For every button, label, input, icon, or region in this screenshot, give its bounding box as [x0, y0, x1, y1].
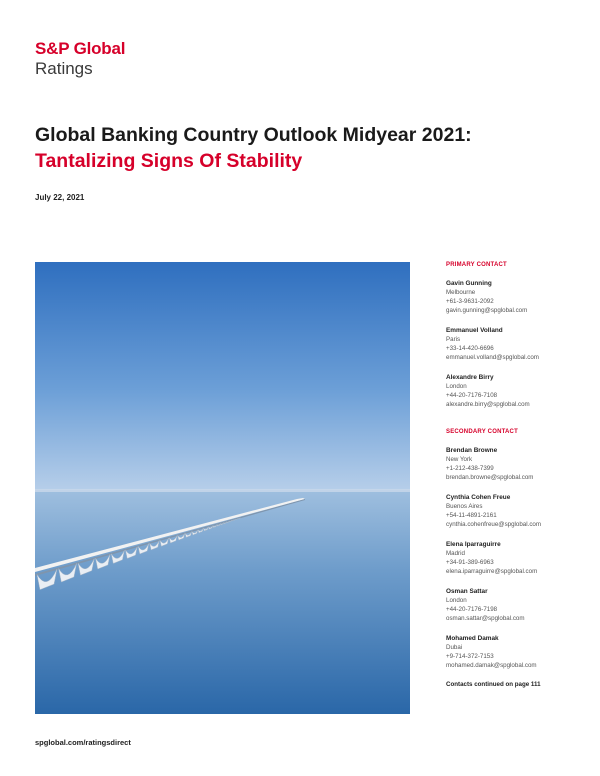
contact-phone: +54-11-4891-2161 [446, 512, 497, 519]
contact-phone: +44-20-7176-7108 [446, 392, 498, 399]
contact-city: Dubai [446, 644, 463, 651]
contact-phone: +33-14-420-6696 [446, 345, 494, 352]
contact-card [446, 493, 586, 529]
contact-email[interactable]: gavin.gunning@spglobal.com [446, 307, 528, 314]
contact-email[interactable]: brendan.browne@spglobal.com [446, 474, 534, 481]
contact-email[interactable]: elena.iparraguirre@spglobal.com [446, 568, 538, 575]
contact-phone: +61-3-9631-2092 [446, 298, 494, 305]
brand-logo [35, 40, 125, 77]
contact-name: Alexandre Birry [446, 374, 494, 381]
contacts-sidebar [446, 262, 586, 688]
contact-name: Mohamed Damak [446, 635, 499, 642]
contact-card [446, 446, 586, 482]
contact-email[interactable]: emmanuel.volland@spglobal.com [446, 354, 539, 361]
contact-phone: +1-212-438-7399 [446, 465, 494, 472]
contact-name: Cynthia Cohen Freue [446, 494, 511, 501]
report-title [35, 122, 575, 174]
contact-city: Paris [446, 336, 461, 343]
bridge-over-sea-photo [35, 262, 410, 714]
contact-email[interactable]: osman.sattar@spglobal.com [446, 615, 525, 622]
contact-city: Madrid [446, 550, 465, 557]
brand-name: S&P Global [35, 39, 126, 58]
contact-card [446, 634, 586, 670]
contact-email[interactable]: mohamed.damak@spglobal.com [446, 662, 537, 669]
contact-phone: +34-91-389-6963 [446, 559, 494, 566]
contact-city: Buenos Aires [446, 503, 483, 510]
contact-email[interactable]: alexandre.birry@spglobal.com [446, 401, 530, 408]
contact-name: Brendan Browne [446, 447, 498, 454]
secondary-contact-heading: SECONDARY CONTACT [446, 429, 518, 435]
contact-card [446, 587, 586, 623]
contact-name: Osman Sattar [446, 588, 488, 595]
primary-contact-heading: PRIMARY CONTACT [446, 262, 507, 268]
contacts-continued-note: Contacts continued on page 111 [446, 681, 541, 688]
footer-url[interactable]: spglobal.com/ratingsdirect [35, 738, 131, 747]
report-date: July 22, 2021 [35, 193, 85, 202]
contact-city: London [446, 597, 467, 604]
contact-name: Emmanuel Volland [446, 327, 503, 334]
contact-card [446, 279, 586, 315]
contact-city: London [446, 383, 467, 390]
contact-city: New York [446, 456, 473, 463]
contact-card [446, 540, 586, 576]
brand-subname: Ratings [35, 59, 93, 78]
contact-name: Elena Iparraguirre [446, 541, 501, 548]
contact-phone: +44-20-7176-7198 [446, 606, 498, 613]
report-title-main: Global Banking Country Outlook Midyear 2021: [35, 124, 472, 146]
contact-card [446, 373, 586, 409]
contact-phone: +9-714-372-7153 [446, 653, 494, 660]
contact-name: Gavin Gunning [446, 280, 492, 287]
contact-email[interactable]: cynthia.cohenfreue@spglobal.com [446, 521, 542, 528]
report-title-subtitle: Tantalizing Signs Of Stability [35, 150, 303, 172]
contact-card [446, 326, 586, 362]
contact-city: Melbourne [446, 289, 476, 296]
